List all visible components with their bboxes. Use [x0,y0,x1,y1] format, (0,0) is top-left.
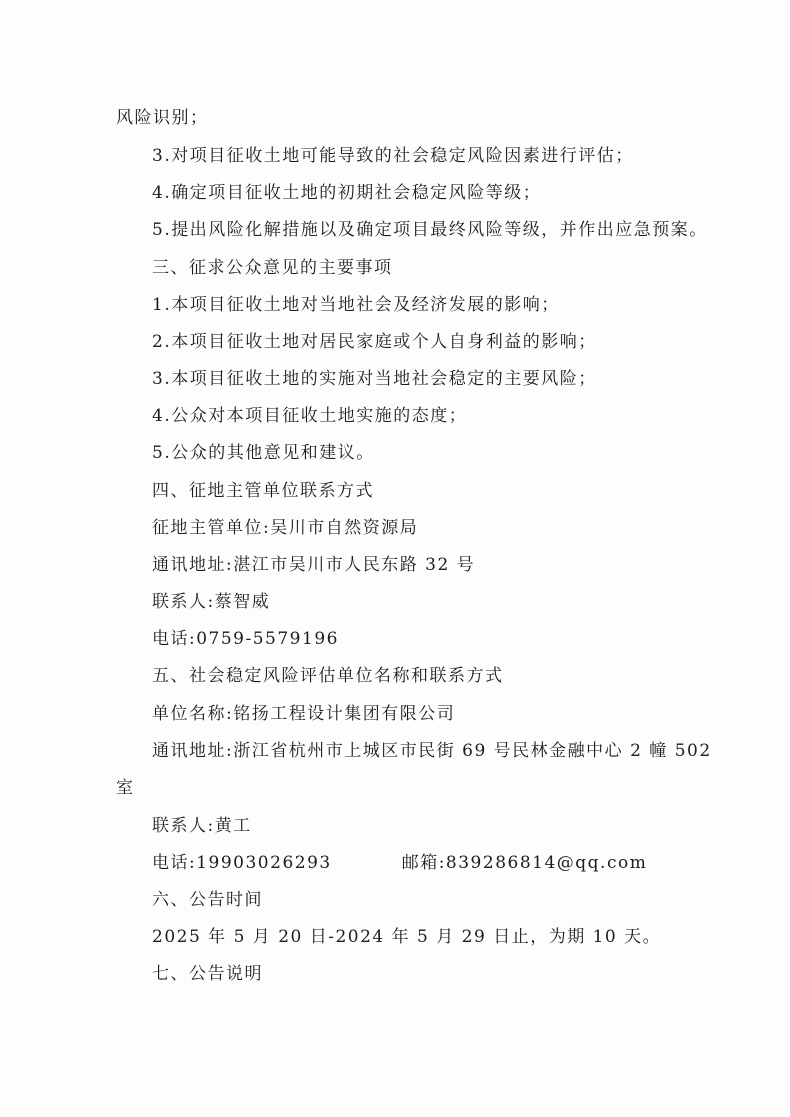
section-heading-5: 五、社会稳定风险评估单位名称和联系方式 [152,666,504,686]
authority-phone: 电话:0759-5579196 [152,629,339,649]
section-heading-7: 七、公告说明 [152,964,263,984]
assessor-address: 通讯地址:浙江省杭州市上城区市民街 69 号民林金融中心 2 幢 502 [152,741,712,761]
list-item-3-stability-risk: 3.本项目征收土地的实施对当地社会稳定的主要风险； [152,369,597,389]
section-heading-3: 三、征求公众意见的主要事项 [152,258,393,278]
list-item-5-other-opinions: 5.公众的其他意见和建议。 [152,443,375,463]
text-line-risk-identification: 风险识别； [116,108,209,128]
authority-unit: 征地主管单位:吴川市自然资源局 [152,518,419,538]
section-heading-6: 六、公告时间 [152,890,263,910]
assessor-email: 邮箱:839286814@qq.com [401,853,648,873]
assessor-unit-name: 单位名称:铭扬工程设计集团有限公司 [152,704,456,724]
authority-address: 通讯地址:湛江市吴川市人民东路 32 号 [152,555,476,575]
list-item-1-social-economic-impact: 1.本项目征收土地对当地社会及经济发展的影响； [152,295,560,315]
assessor-address-continued: 室 [116,778,135,798]
authority-contact: 联系人:蔡智威 [152,592,271,612]
assessor-phone: 电话:19903026293 [152,853,332,873]
list-item-4-public-attitude: 4.公众对本项目征收土地实施的态度； [152,406,468,426]
assessor-contact: 联系人:黄工 [152,816,252,836]
assessor-phone-email [152,852,647,874]
section-heading-4: 四、征地主管单位联系方式 [152,481,374,501]
list-item-2-household-impact: 2.本项目征收土地对居民家庭或个人自身利益的影响； [152,332,597,352]
announcement-period: 2025 年 5 月 20 日-2024 年 5 月 29 日止，为期 10 天。 [152,927,662,947]
list-item-3-risk-assessment: 3.对项目征收土地可能导致的社会稳定风险因素进行评估； [152,146,634,166]
list-item-5-mitigation: 5.提出风险化解措施以及确定项目最终风险等级，并作出应急预案。 [152,220,708,240]
list-item-4-initial-risk-level: 4.确定项目征收土地的初期社会稳定风险等级； [152,183,542,203]
